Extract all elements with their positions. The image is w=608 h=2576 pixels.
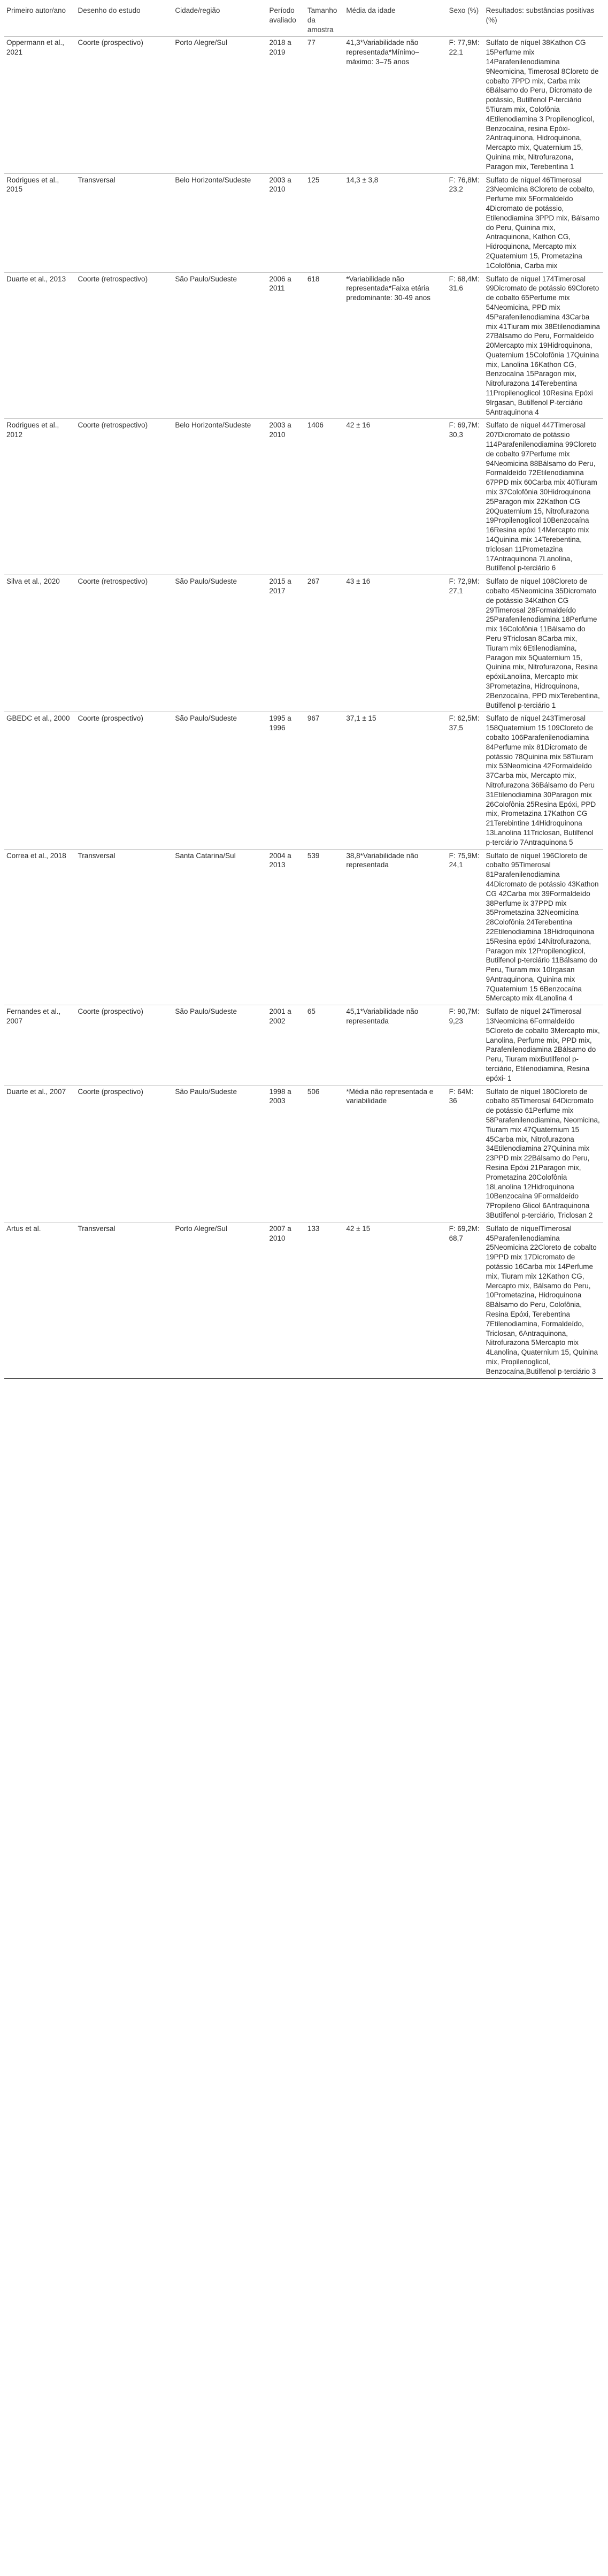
header-author: Primeiro autor/ano	[4, 4, 76, 36]
table-row	[4, 849, 603, 1005]
cell-design: Transversal	[76, 849, 173, 1005]
cell-author: Duarte et al., 2013	[4, 272, 76, 419]
cell-mean-age: *Média não representada e variabilidade	[344, 1085, 447, 1222]
cell-author: Rodrigues et al., 2015	[4, 173, 76, 272]
cell-city: São Paulo/Sudeste	[173, 1005, 267, 1085]
cell-design: Coorte (retrospectivo)	[76, 575, 173, 712]
cell-period: 2006 a 2011	[267, 272, 305, 419]
cell-sex: F: 77,9M: 22,1	[447, 36, 484, 173]
cell-sex: F: 68,4M: 31,6	[447, 272, 484, 419]
cell-sex: F: 64M: 36	[447, 1085, 484, 1222]
cell-results: Sulfato de níquel 38Kathon CG 15Perfume mix 14Parafenilenodiamina 9Neomicina, Timerosal 8Cloreto de cobalto 7PPD mix, Carba mix 6Bálsamo do Peru, Dicromato de potássio, Butilfenol P-terciário 5Tiuram mix, Colofônia 4Etilenodiamina 3 Propilenoglicol, Benzocaína, resina Epóxi- 2Antraquinona, Hidroquinona, Mercapto mix, Quaternium 15, Quinina mix, Nitrofurazona, Paragon mix, Terebentina 1	[484, 36, 603, 173]
cell-period: 2007 a 2010	[267, 1222, 305, 1378]
cell-period: 2003 a 2010	[267, 419, 305, 575]
cell-mean-age: 42 ± 15	[344, 1222, 447, 1378]
table-body	[4, 36, 603, 1378]
cell-period: 2018 a 2019	[267, 36, 305, 173]
header-design: Desenho do estudo	[76, 4, 173, 36]
cell-mean-age: *Variabilidade não representada*Faixa etária predominante: 30-49 anos	[344, 272, 447, 419]
cell-results: Sulfato de níquel 108Cloreto de cobalto 45Neomicina 35Dicromato de potássio 34Kathon CG 29Timerosal 28Formaldeído 25Parafenilenodiamina 18Perfume mix 16Colofônia 11Bálsamo do Peru 9Triclosan 8Carba mix, Tiuram mix 6Etilenodiamina, Paragon mix 5Quaternium 15, Quinina mix, Nitrofurazona, Resina epóxiLanolina, Mercapto mix 3Prometazina, Hidroquinona, 2Benzocaína, PPD mixTerebentina, Butilfenol p-terciário 1	[484, 575, 603, 712]
cell-mean-age: 42 ± 16	[344, 419, 447, 575]
cell-city: Belo Horizonte/Sudeste	[173, 173, 267, 272]
cell-sample-size: 967	[305, 712, 344, 849]
cell-period: 1998 a 2003	[267, 1085, 305, 1222]
header-sex: Sexo (%)	[447, 4, 484, 36]
cell-mean-age: 43 ± 16	[344, 575, 447, 712]
cell-results: Sulfato de níquel 196Cloreto de cobalto 95Timerosal 81Parafenilenodiamina 44Dicromato de potássio 43Kathon CG 42Carba mix 39Formaldeído 38Perfume ix 37PPD mix 35Prometazina 32Neomicina 28Colofônia 24Terebentina 22Etilenodiamina 18Hidroquinona 15Resina epóxi 14Nitrofurazona, Paragon mix 12Propilenoglicol, Butilfenol p-terciário 11Bálsamo do Peru, Tiuram mix 10Irgasan 9Antraquinona, Quinina mix 7Quaternium 15 6Benzocaína 5Mercapto mix 4Lanolina 4	[484, 849, 603, 1005]
substances-table-container	[4, 4, 603, 1379]
header-period: Período avaliado	[267, 4, 305, 36]
cell-sample-size: 539	[305, 849, 344, 1005]
cell-sample-size: 267	[305, 575, 344, 712]
cell-sex: F: 69,2M: 68,7	[447, 1222, 484, 1378]
cell-sex: F: 72,9M: 27,1	[447, 575, 484, 712]
cell-period: 1995 a 1996	[267, 712, 305, 849]
cell-design: Coorte (prospectivo)	[76, 36, 173, 173]
cell-author: GBEDC et al., 2000	[4, 712, 76, 849]
cell-sample-size: 133	[305, 1222, 344, 1378]
cell-city: São Paulo/Sudeste	[173, 272, 267, 419]
cell-city: Santa Catarina/Sul	[173, 849, 267, 1005]
header-row	[4, 4, 603, 36]
cell-results: Sulfato de níquelTimerosal 45Parafenilenodiamina 25Neomicina 22Cloreto de cobalto 19PPD mix 17Dicromato de potássio 16Carba mix 14Perfume mix, Tiuram mix 12Kathon CG, Mercapto mix, Bálsamo do Peru, 10Prometazina, Hidroquinona 8Bálsamo do Peru, Colofônia, Resina Epóxi, Terebentina 7Etilenodiamina, Formaldeído, Triclosan, 6Antraquinona, Nitrofurazona 5Mercapto mix 4Lanolina, Quaternium 15, Quinina mix, Propilenoglicol, Benzocaína,Butilfenol p-terciário 3	[484, 1222, 603, 1378]
header-results: Resultados: substâncias positivas (%)	[484, 4, 603, 36]
cell-sample-size: 65	[305, 1005, 344, 1085]
cell-sample-size: 618	[305, 272, 344, 419]
header-city: Cidade/região	[173, 4, 267, 36]
table-row	[4, 419, 603, 575]
cell-mean-age: 41,3*Variabilidade não representada*Mínimo–máximo: 3–75 anos	[344, 36, 447, 173]
substances-table	[4, 4, 603, 1379]
cell-city: São Paulo/Sudeste	[173, 1085, 267, 1222]
table-header	[4, 4, 603, 36]
cell-design: Coorte (prospectivo)	[76, 712, 173, 849]
cell-city: Porto Alegre/Sul	[173, 36, 267, 173]
cell-city: São Paulo/Sudeste	[173, 575, 267, 712]
cell-author: Duarte et al., 2007	[4, 1085, 76, 1222]
cell-sex: F: 62,5M: 37,5	[447, 712, 484, 849]
table-row	[4, 272, 603, 419]
cell-author: Correa et al., 2018	[4, 849, 76, 1005]
cell-period: 2003 a 2010	[267, 173, 305, 272]
cell-sex: F: 76,8M: 23,2	[447, 173, 484, 272]
cell-city: Porto Alegre/Sul	[173, 1222, 267, 1378]
cell-sex: F: 69,7M: 30,3	[447, 419, 484, 575]
table-row	[4, 712, 603, 849]
cell-results: Sulfato de níquel 180Cloreto de cobalto 85Timerosal 64Dicromato de potássio 61Perfume mix 58Parafenilenodiamina, Neomicina, Tiuram mix 47Quaternium 15 45Carba mix, Nitrofurazona 34Etilenodiamina 27Quinina mix 23PPD mix 22Bálsamo do Peru, Resina Epóxi 21Paragon mix, Prometazina 20Colofônia 18Lanolina 12Hidroquinona 10Benzocaína 9Formaldeído 7Propileno Glicol 6Antraquinona 3Butilfenol p-terciário, Triclosan 2	[484, 1085, 603, 1222]
cell-sex: F: 90,7M: 9,23	[447, 1005, 484, 1085]
cell-author: Artus et al.	[4, 1222, 76, 1378]
header-mean-age: Média da idade	[344, 4, 447, 36]
cell-results: Sulfato de níquel 46Timerosal 23Neomicina 8Cloreto de cobalto, Perfume mix 5Formaldeído 4Dicromato de potássio, Etilenodiamina 3PPD mix, Bálsamo do Peru, Quinina mix, Antraquinona, Kathon CG, Hidroquinona, Mercapto mix 2Quaternium 15, Prometazina 1Colofônia, Carba mix	[484, 173, 603, 272]
cell-sample-size: 77	[305, 36, 344, 173]
cell-period: 2001 a 2002	[267, 1005, 305, 1085]
cell-results: Sulfato de níquel 174Timerosal 99Dicromato de potássio 69Cloreto de cobalto 65Perfume mix 54Neomicina, PPD mix 45Parafenilenodiamina 43Carba mix 41Tiuram mix 38Etilenodiamina 27Bálsamo do Peru, Formaldeído 20Mercapto mix 19Hidroquinona, Quaternium 15Colofônia 17Quinina mix, Lanolina 16Kathon CG, Benzocaína 15Paragon mix, Nitrofurazona 14Terebentina 11Propilenoglicol 10Resina Epóxi 9Irgasan, Butilfenol P-terciário 5Antraquinona 4	[484, 272, 603, 419]
cell-mean-age: 45,1*Variabilidade não representada	[344, 1005, 447, 1085]
table-row	[4, 173, 603, 272]
cell-design: Coorte (retrospectivo)	[76, 419, 173, 575]
table-row	[4, 1085, 603, 1222]
cell-city: Belo Horizonte/Sudeste	[173, 419, 267, 575]
cell-results: Sulfato de níquel 243Timerosal 158Quaternium 15 109Cloreto de cobalto 106Parafenilenodiamina 84Perfume mix 81Dicromato de potássio 78Quinina mix 58Tiuram mix 53Neomicina 42Formaldeído 37Carba mix, Mercapto mix, Nitrofurazona 36Bálsamo do Peru 31Etilenodiamina 30Paragon mix 26Colofônia 25Resina Epóxi, PPD mix, Prometazina 17Kathon CG 21Terebintine 14Hidroquinona 13Lanolina 11Triclosan, Butilfenol p-terciário 7Antraquinona 5	[484, 712, 603, 849]
table-row	[4, 575, 603, 712]
header-sample-size: Tamanho da amostra	[305, 4, 344, 36]
cell-sex: F: 75,9M: 24,1	[447, 849, 484, 1005]
cell-results: Sulfato de níquel 447Timerosal 207Dicromato de potássio 114Parafenilenodiamina 99Cloreto de cobalto 97Perfume mix 94Neomicina 88Bálsamo do Peru, Formaldeído 72Etilenodiamina 67PPD mix 60Carba mix 40Tiuram mix 37Colofônia 30Hidroquinona 25Paragon mix 22Kathon CG 20Quaternium 15, Nitrofurazona 19Propilenoglicol 10Benzocaína 16Resina epóxi 14Mercapto mix 14Quinina mix 14Terebentina, triclosan 11Prometazina 17Antraquinona 7Lanolina, Butilfenol p-terciário 6	[484, 419, 603, 575]
cell-author: Fernandes et al., 2007	[4, 1005, 76, 1085]
table-row	[4, 36, 603, 173]
cell-sample-size: 506	[305, 1085, 344, 1222]
cell-design: Coorte (prospectivo)	[76, 1085, 173, 1222]
cell-period: 2004 a 2013	[267, 849, 305, 1005]
cell-design: Coorte (prospectivo)	[76, 1005, 173, 1085]
cell-sample-size: 1406	[305, 419, 344, 575]
table-row	[4, 1222, 603, 1378]
cell-mean-age: 14,3 ± 3,8	[344, 173, 447, 272]
cell-author: Silva et al., 2020	[4, 575, 76, 712]
cell-design: Coorte (retrospectivo)	[76, 272, 173, 419]
table-row	[4, 1005, 603, 1085]
cell-design: Transversal	[76, 173, 173, 272]
cell-design: Transversal	[76, 1222, 173, 1378]
cell-mean-age: 37,1 ± 15	[344, 712, 447, 849]
cell-period: 2015 a 2017	[267, 575, 305, 712]
cell-author: Oppermann et al., 2021	[4, 36, 76, 173]
cell-results: Sulfato de níquel 24Timerosal 13Neomicina 6Formaldeído 5Cloreto de cobalto 3Mercapto mix, Lanolina, Perfume mix, PPD mix, Parafenilenodiamina 2Bálsamo do Peru, Tiuram mixButilfenol p-terciário, Etilenodiamina, Resina epóxi- 1	[484, 1005, 603, 1085]
cell-city: São Paulo/Sudeste	[173, 712, 267, 849]
cell-sample-size: 125	[305, 173, 344, 272]
cell-mean-age: 38,8*Variabilidade não representada	[344, 849, 447, 1005]
cell-author: Rodrigues et al., 2012	[4, 419, 76, 575]
